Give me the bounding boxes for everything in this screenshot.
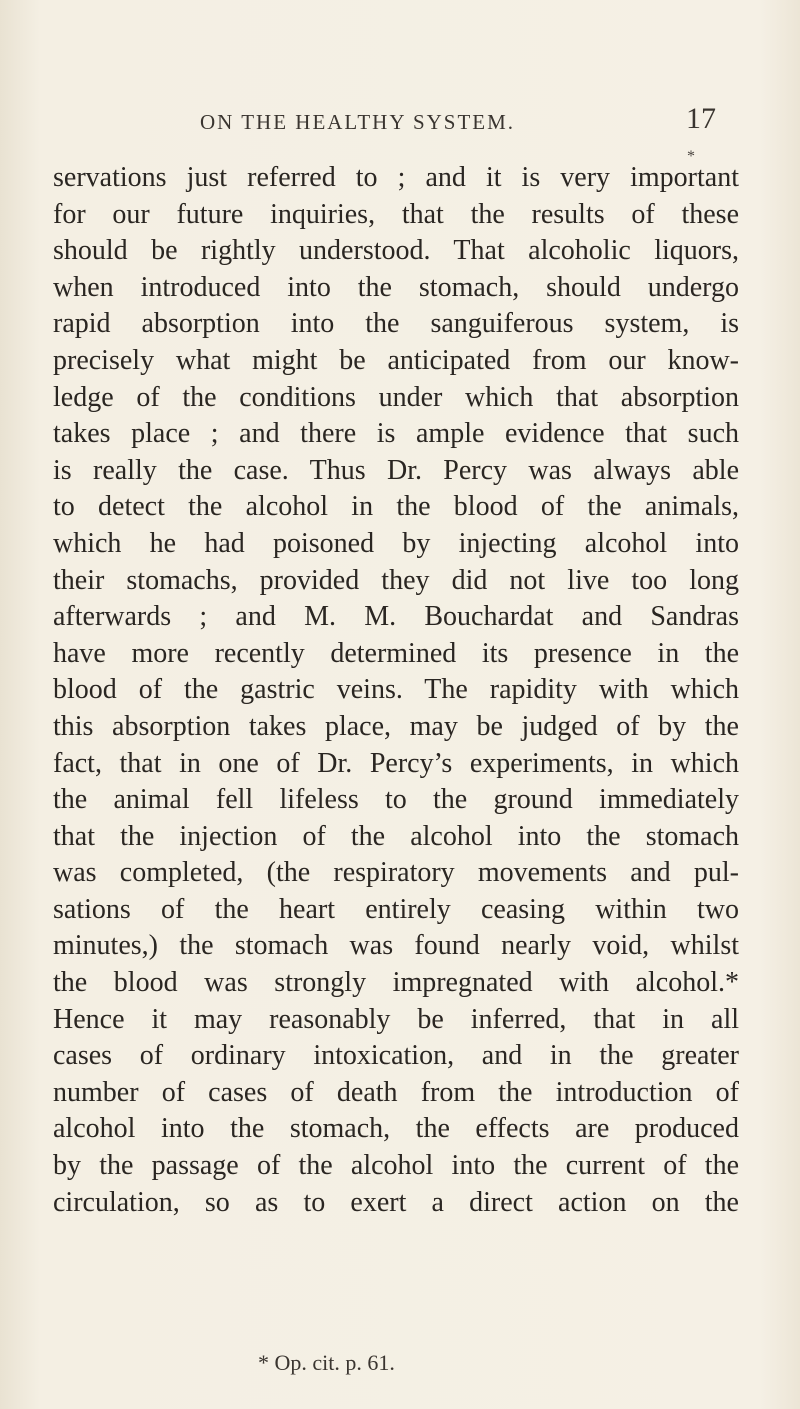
text-line: to detect the alcohol in the blood of the animals, bbox=[53, 491, 739, 523]
text-line: when introduced into the stomach, should undergo bbox=[53, 271, 739, 303]
text-line: that the injection of the alcohol into the stomach bbox=[53, 820, 739, 852]
text-line: ledge of the conditions under which that absorption bbox=[53, 381, 739, 413]
page-number: 17 bbox=[686, 102, 716, 135]
text-line: the blood was strongly impregnated with alcohol.* bbox=[53, 967, 739, 999]
printer-mark: * bbox=[687, 148, 695, 165]
text-line: should be rightly understood. That alcoholic liquors, bbox=[53, 235, 739, 267]
text-line: Hence it may reasonably be inferred, that in all bbox=[53, 1003, 739, 1035]
text-line: takes place ; and there is ample evidence that such bbox=[53, 418, 739, 450]
text-line: this absorption takes place, may be judged of by the bbox=[53, 710, 739, 742]
text-line: alcohol into the stomach, the effects are produced bbox=[53, 1113, 739, 1145]
text-line: for our future inquiries, that the results of these bbox=[53, 198, 739, 230]
running-header: ON THE HEALTHY SYSTEM. bbox=[200, 110, 516, 134]
body-text bbox=[53, 160, 739, 1221]
text-line: the animal fell lifeless to the ground immediately bbox=[53, 784, 739, 816]
text-line: is really the case. Thus Dr. Percy was always able bbox=[53, 454, 739, 486]
text-line: blood of the gastric veins. The rapidity with which bbox=[53, 674, 739, 706]
text-line: circulation, so as to exert a direct action on the bbox=[53, 1186, 739, 1218]
text-line: servations just referred to ; and it is very important bbox=[53, 162, 739, 193]
footnote: * Op. cit. p. 61. bbox=[258, 1350, 395, 1375]
text-line: minutes,) the stomach was found nearly void, whilst bbox=[53, 930, 739, 962]
text-line: by the passage of the alcohol into the current of the bbox=[53, 1150, 739, 1182]
text-line: afterwards ; and M. M. Bouchardat and Sandras bbox=[53, 601, 739, 633]
text-line: cases of ordinary intoxication, and in the greater bbox=[53, 1040, 739, 1072]
text-line: precisely what might be anticipated from our know- bbox=[53, 344, 739, 376]
text-line: have more recently determined its presence in the bbox=[53, 637, 739, 669]
text-line: was completed, (the respiratory movements and pul- bbox=[53, 857, 739, 889]
text-line: their stomachs, provided they did not live too long bbox=[53, 564, 739, 596]
text-line: rapid absorption into the sanguiferous system, is bbox=[53, 308, 739, 340]
text-line: fact, that in one of Dr. Percy’s experiments, in which bbox=[53, 747, 739, 779]
text-line: number of cases of death from the introduction of bbox=[53, 1076, 739, 1108]
text-line: which he had poisoned by injecting alcohol into bbox=[53, 527, 739, 559]
text-line: sations of the heart entirely ceasing within two bbox=[53, 893, 739, 925]
